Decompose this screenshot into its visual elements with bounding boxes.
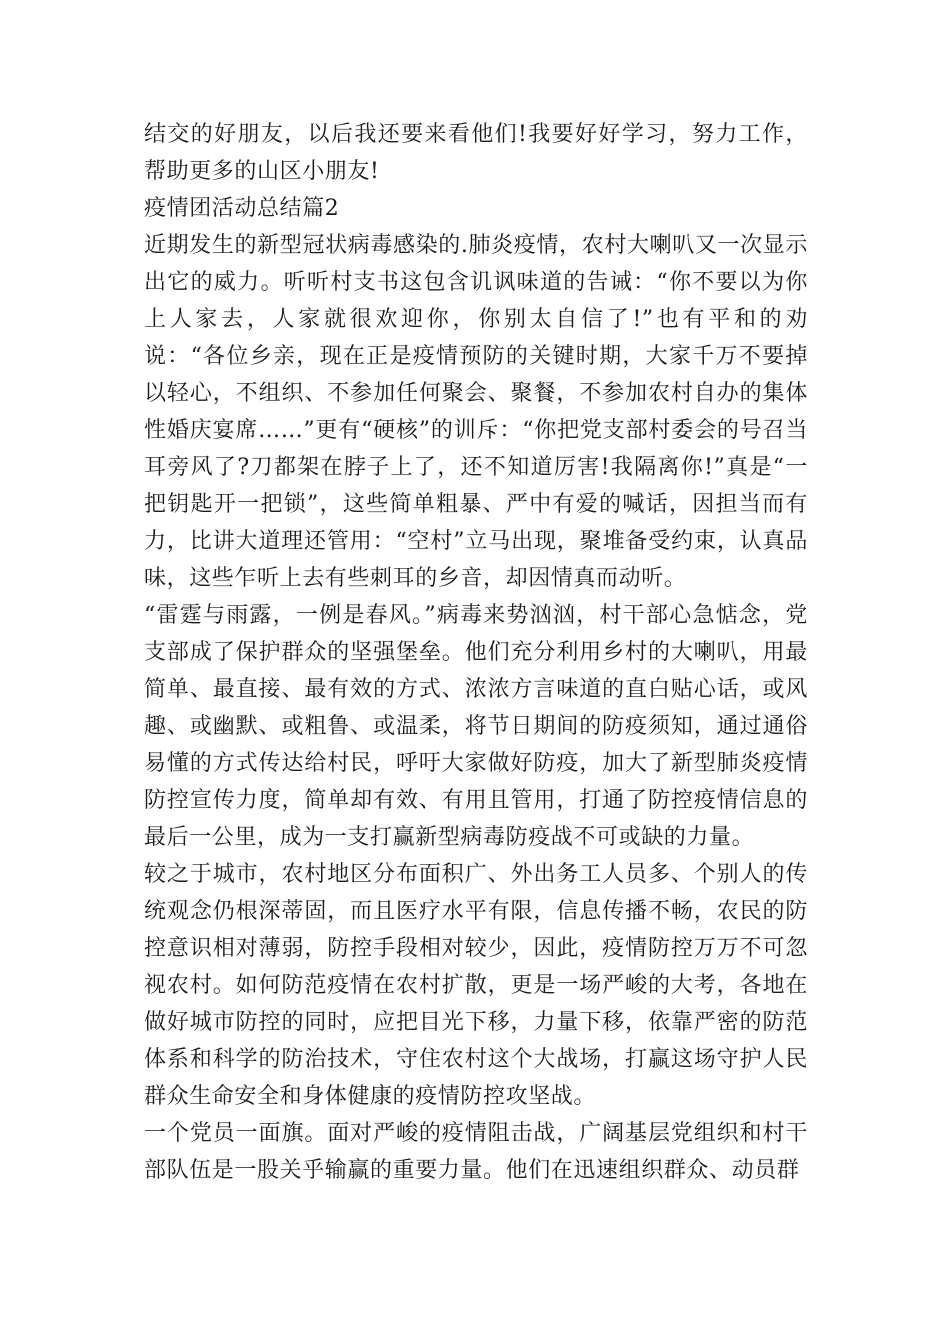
paragraph-village-loudspeaker: 近期发生的新型冠状病毒感染的.肺炎疫情，农村大喇叭又一次显示出它的威力。听听村支书这包含讥讽味道的告诫：“你不要以为你上人家去，人家就很欢迎你，你别太自信了!”也有平和的劝说：“各位乡亲，现在正是疫情预防的关键时期，大家千万不要掉以轻心，不组织、不参加任何聚会、聚餐，不参加农村自办的集体性婚庆宴席……”更有“硬核”的训斥：“你把党支部村委会的号召当耳旁风了?刀都架在脖子上了，还不知道厉害!我隔离你!”真是“一把钥匙开一把锁”，这些简单粗暴、严中有爱的喊话，因担当而有力，比讲大道理还管用：“空村”立马出现，聚堆备受约束，认真品味，这些乍听上去有些刺耳的乡音，却因情真而动听。	[144, 233, 808, 591]
paragraph-rural-vs-city: 较之于城市，农村地区分布面积广、外出务工人员多、个别人的传统观念仍根深蒂固，而且医疗水平有限，信息传播不畅，农民的防控意识相对薄弱，防控手段相对较少，因此，疫情防控万万不可忽视农村。如何防范疫情在农村扩散，更是一场严峻的大考，各地在做好城市防控的同时，应把目光下移，力量下移，依靠严密的防范体系和科学的防治技术，守住农村这个大战场，打赢这场守护人民群众生命安全和身体健康的疫情防控攻坚战。	[144, 862, 808, 1109]
paragraph-closing-text: 结交的好朋友，以后我还要来看他们!我要好好学习，努力工作，帮助更多的山区小朋友!	[144, 122, 808, 184]
paragraph-thunder-and-rain: “雷霆与雨露，一例是春风。”病毒来势汹汹，村干部心急惦念，党支部成了保护群众的坚强堡垒。他们充分利用乡村的大喇叭，用最简单、最直接、最有效的方式、浓浓方言味道的直白贴心话，或风趣、或幽默、或粗鲁、或温柔，将节日期间的防疫须知，通过通俗易懂的方式传达给村民，呼吁大家做好防疫，加大了新型肺炎疫情防控宣传力度，简单却有效、有用且管用，打通了防控疫情信息的最后一公里，成为一支打赢新型病毒防疫战不可或缺的力量。	[144, 603, 808, 850]
paragraph-party-member-flag: 一个党员一面旗。面对严峻的疫情阻击战，广阔基层党组织和村干部队伍是一股关乎输赢的重要力量。他们在迅速组织群众、动员群	[144, 1121, 808, 1183]
document-body	[144, 116, 808, 1189]
section-heading: 疫情团活动总结篇2	[144, 196, 340, 221]
